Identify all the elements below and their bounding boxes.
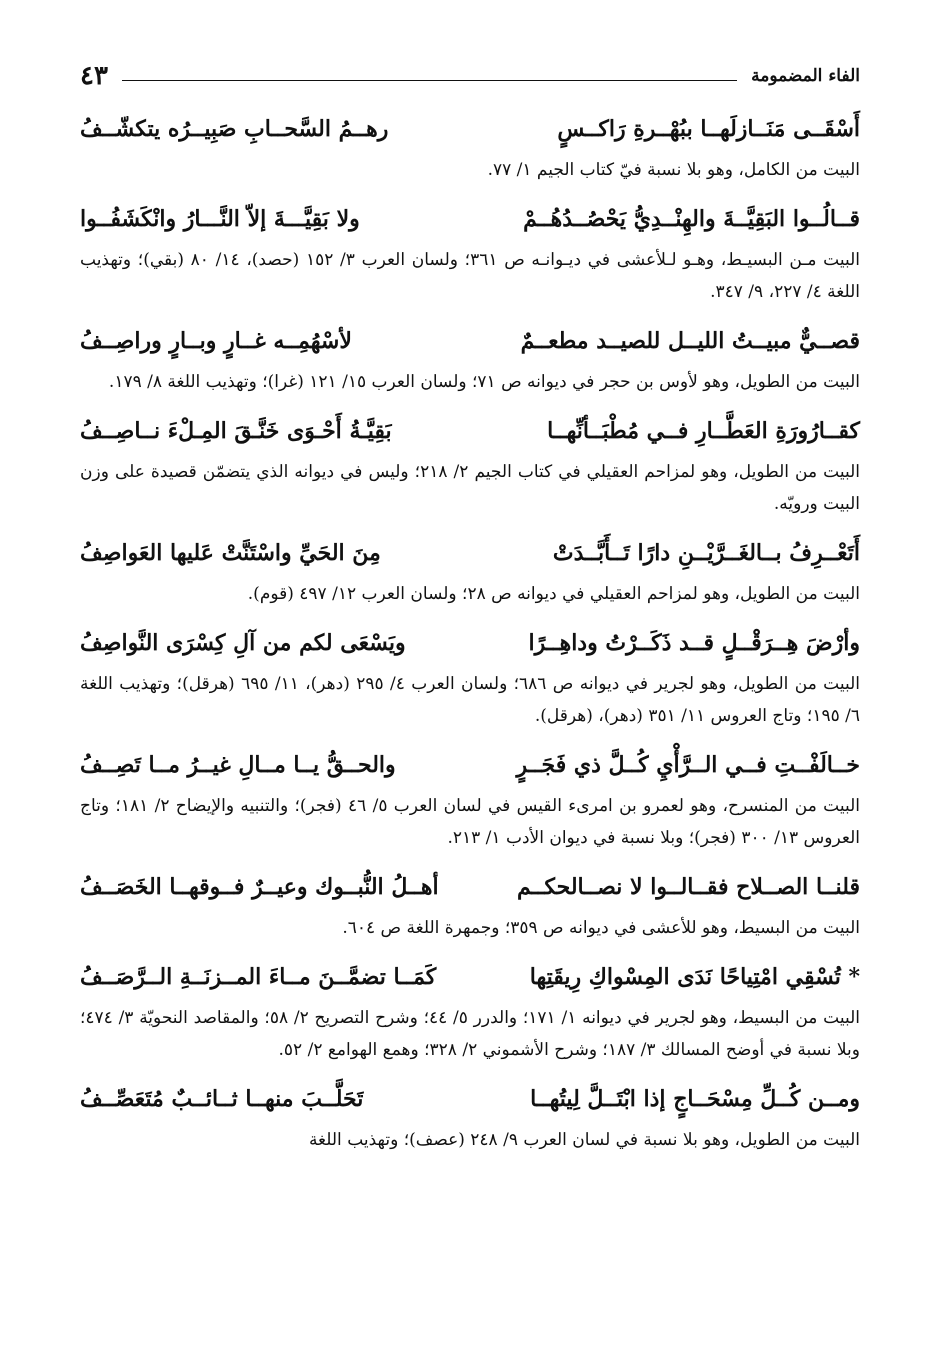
verse-line	[80, 952, 860, 1002]
first-hemistich: قــالُــوا البَقِيَّــةَ والهِنْــدِيُّ يَحْصُــدُهُــمْ	[523, 206, 860, 232]
verse-entry	[80, 104, 860, 186]
source-note: البيت من الكامل، وهو بلا نسبة فيّ كتاب الجيم ١/ ٧٧.	[487, 160, 860, 180]
second-hemistich: والحــقُّ يــا مــالِ غيــرُ مــا تَصِــفُ	[80, 752, 396, 778]
page-header	[80, 56, 860, 96]
second-hemistich: كَمَــا تضمَّــنَ مــاءَ المــزنَــةِ الــرَّصَــفُ	[80, 964, 437, 990]
source-note: البيت من الطويل، وهو لجرير في ديوانه ص ٦٨٦؛ ولسان العرب ٤/ ٢٩٥ (دهر)، ١١/ ٦٩٥ (هرقل)؛ وتهذيب اللغة ٦/ ١٩٥؛ وتاج العروس ١١/ ٣٥١ (دهر)، (هرقل).	[80, 674, 861, 726]
source-note: البيت مـن البسيـط، وهـو لـلأعشى في ديـوانـه ص ٣٦١؛ ولسان العرب ٣/ ١٥٢ (حصد)، ١٤/ ٨٠ (بقي)؛ وتهذيب اللغة ٤/ ٢٢٧، ٩/ ٣٤٧.	[80, 250, 860, 302]
source-note: البيت من الطويل، وهو لأوس بن حجر في ديوانه ص ٧١؛ ولسان العرب ١٥/ ١٢١ (غرا)؛ وتهذيب اللغة ٨/ ١٧٩.	[108, 372, 860, 392]
first-hemistich: كقــارُورَةِ العَطَّــارِ فــي مُطْبَــأنِّهــا	[547, 418, 860, 444]
first-hemistich: * تُسْقِي امْتِياحًا نَدَى المِسْواكِ رِيقَتِها	[529, 964, 860, 990]
second-hemistich: رهــمُ السَّحــابِ صَبِيــرُه يتكشّــفُ	[80, 116, 389, 142]
second-hemistich: ولا بَقِيَّـــةَ إلاّ النَّـــارُ وانْكَشَفُــوا	[80, 206, 360, 232]
verse-line	[80, 528, 860, 578]
source-note: البيت من المنسرح، وهو لعمرو بن امرىء القيس في لسان العرب ٥/ ٤٦ (فجر)؛ والتنبيه والإيضاح ٢/ ١٨١؛ وتاج العروس ١٣/ ٣٠٠ (فجر)؛ وبلا نسبة في ديوان الأدب ١/ ٢١٣.	[80, 796, 861, 848]
first-hemistich: ومــن كُــلِّ مِسْحَــاجٍ إذا ابْتَــلَّ لِيتُهــا	[530, 1086, 860, 1112]
verse-line	[80, 1074, 860, 1124]
second-hemistich: بَقِيَّـةُ أَحْـوَى خَنَّـقَ المِـلْءَ نــاصِــفُ	[80, 418, 392, 444]
source-note: البيت من الطويل، وهو لمزاحم العقيلي في كتاب الجيم ٢/ ٢١٨؛ وليس في ديوانه الذي يتضمّن قصيدة على وزن البيت ورويّه.	[80, 462, 860, 514]
verse-entry	[80, 862, 860, 944]
first-hemistich: قصــيٌّ مبيــتُ الليــل للصيــد مطعــمٌ	[520, 328, 860, 354]
source-note: البيت من الطويل، وهو بلا نسبة في لسان العرب ٩/ ٢٤٨ (عصف)؛ وتهذيب اللغة	[308, 1130, 860, 1150]
second-hemistich: ويَسْعَى لكم من آلِ كِسْرَى النَّواصِفُ	[80, 630, 406, 656]
first-hemistich: أَسْقَــى مَنَــازلَهــا ببُهْــرةِ رَاكــسٍ	[557, 116, 860, 142]
source-note: البيت من الطويل، وهو لمزاحم العقيلي في ديوانه ص ٢٨؛ ولسان العرب ١٢/ ٤٩٧ (قوم).	[247, 584, 860, 604]
verse-entry	[80, 740, 860, 854]
page-number: ٤٣	[80, 61, 108, 91]
verse-line	[80, 104, 860, 154]
first-hemistich: وأرْضَ هِــرَقْــلٍ قــد ذَكَــرْتُ وداهِــرًا	[528, 630, 860, 656]
second-hemistich: مِنَ الحَيِّ واسْتَنَّتْ عَليها العَواصِفُ	[80, 540, 381, 566]
second-hemistich: تَحَلَّــبَ منهــا ثــائــبٌ مُتَعَصِّــفُ	[80, 1086, 364, 1112]
verse-line	[80, 862, 860, 912]
chapter-title: الفاء المضمومة	[751, 66, 860, 86]
source-note: البيت من البسيط، وهو للأعشى في ديوانه ص ٣٥٩؛ وجمهرة اللغة ص ٦٠٤.	[342, 918, 860, 938]
verse-entry	[80, 194, 860, 308]
verse-line	[80, 406, 860, 456]
verse-entry	[80, 618, 860, 732]
verse-entry	[80, 528, 860, 610]
verse-line	[80, 194, 860, 244]
verse-entry	[80, 316, 860, 398]
first-hemistich: خــالَفْــتِ فــي الــرَّأْيِ كُــلَّ ذي فَجَــرٍ	[516, 752, 860, 778]
verse-line	[80, 316, 860, 366]
verse-list	[80, 104, 860, 1156]
second-hemistich: أهــلُ النُّبــوك وعيــرٌ فــوقهــا الخَصَــفُ	[80, 874, 439, 900]
source-note: البيت من البسيط، وهو لجرير في ديوانه ١/ ١٧١؛ والدرر ٥/ ٤٤؛ وشرح التصريح ٢/ ٥٨؛ والمقاصد النحويّة ٣/ ٤٧٤؛ وبلا نسبة في أوضح المسالك ٣/ ١٨٧؛ وشرح الأشموني ٢/ ٣٢٨؛ وهمع الهوامع ٢/ ٥٢.	[80, 1008, 860, 1060]
verse-entry	[80, 1074, 860, 1156]
second-hemistich: لأسْهُمِــه غــارٍ وبــارٍ وراصِــفُ	[80, 328, 352, 354]
first-hemistich: قلنــا الصــلاح فقــالــوا لا نصــالحكــم	[516, 874, 860, 900]
verse-entry	[80, 952, 860, 1066]
header-rule	[122, 80, 737, 81]
first-hemistich: أَتَعْــرِفُ بــالغَــرَّيْــنِ دارًا تَــأَبَّــدَتْ	[552, 540, 860, 566]
verse-line	[80, 618, 860, 668]
verse-entry	[80, 406, 860, 520]
verse-line	[80, 740, 860, 790]
